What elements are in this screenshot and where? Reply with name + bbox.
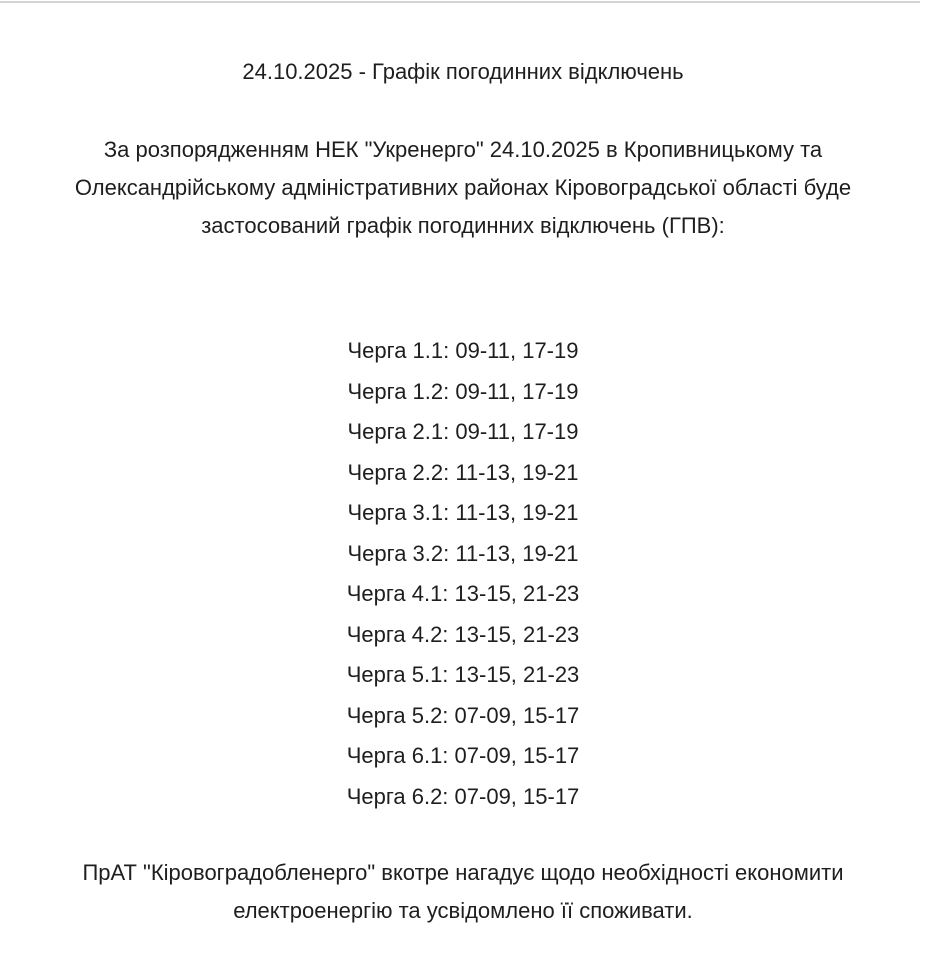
- queue-item: Черга 3.1: 11-13, 19-21: [347, 500, 579, 525]
- queue-item: Черга 2.1: 09-11, 17-19: [347, 419, 579, 444]
- top-divider: [0, 1, 920, 3]
- queue-item: Черга 6.1: 07-09, 15-17: [346, 743, 580, 768]
- queue-item: Черга 1.2: 09-11, 17-19: [347, 378, 579, 404]
- queue-item: Черга 1.1: 09-11, 17-19: [347, 338, 579, 363]
- queue-item: Черга 4.2: 13-15, 21-23: [346, 621, 580, 647]
- post-title: 24.10.2025 - Графік погодинних відключень: [242, 59, 684, 84]
- queue-item: Черга 3.2: 11-13, 19-21: [347, 540, 579, 566]
- queue-item: Черга 4.1: 13-15, 21-23: [346, 581, 580, 606]
- outro-paragraph: ПрАТ "Кіровоградобленерго" вкотре нагадує щодо необхідності економити електроенергію та усвідомлено її споживати.: [82, 860, 844, 923]
- queue-item: Черга 2.2: 11-13, 19-21: [347, 459, 579, 485]
- queue-item: Черга 5.1: 13-15, 21-23: [346, 662, 580, 687]
- queue-schedule-list: [30, 331, 896, 817]
- intro-paragraph: За розпорядженням НЕК "Укренерго" 24.10.2025 в Кропивницькому та Олександрійському адміністративних районах Кіровоградської області буде застосований графік погодинних відключень (ГПВ):: [74, 137, 852, 238]
- queue-item: Черга 5.2: 07-09, 15-17: [346, 702, 580, 728]
- queue-item: Черга 6.2: 07-09, 15-17: [346, 783, 580, 809]
